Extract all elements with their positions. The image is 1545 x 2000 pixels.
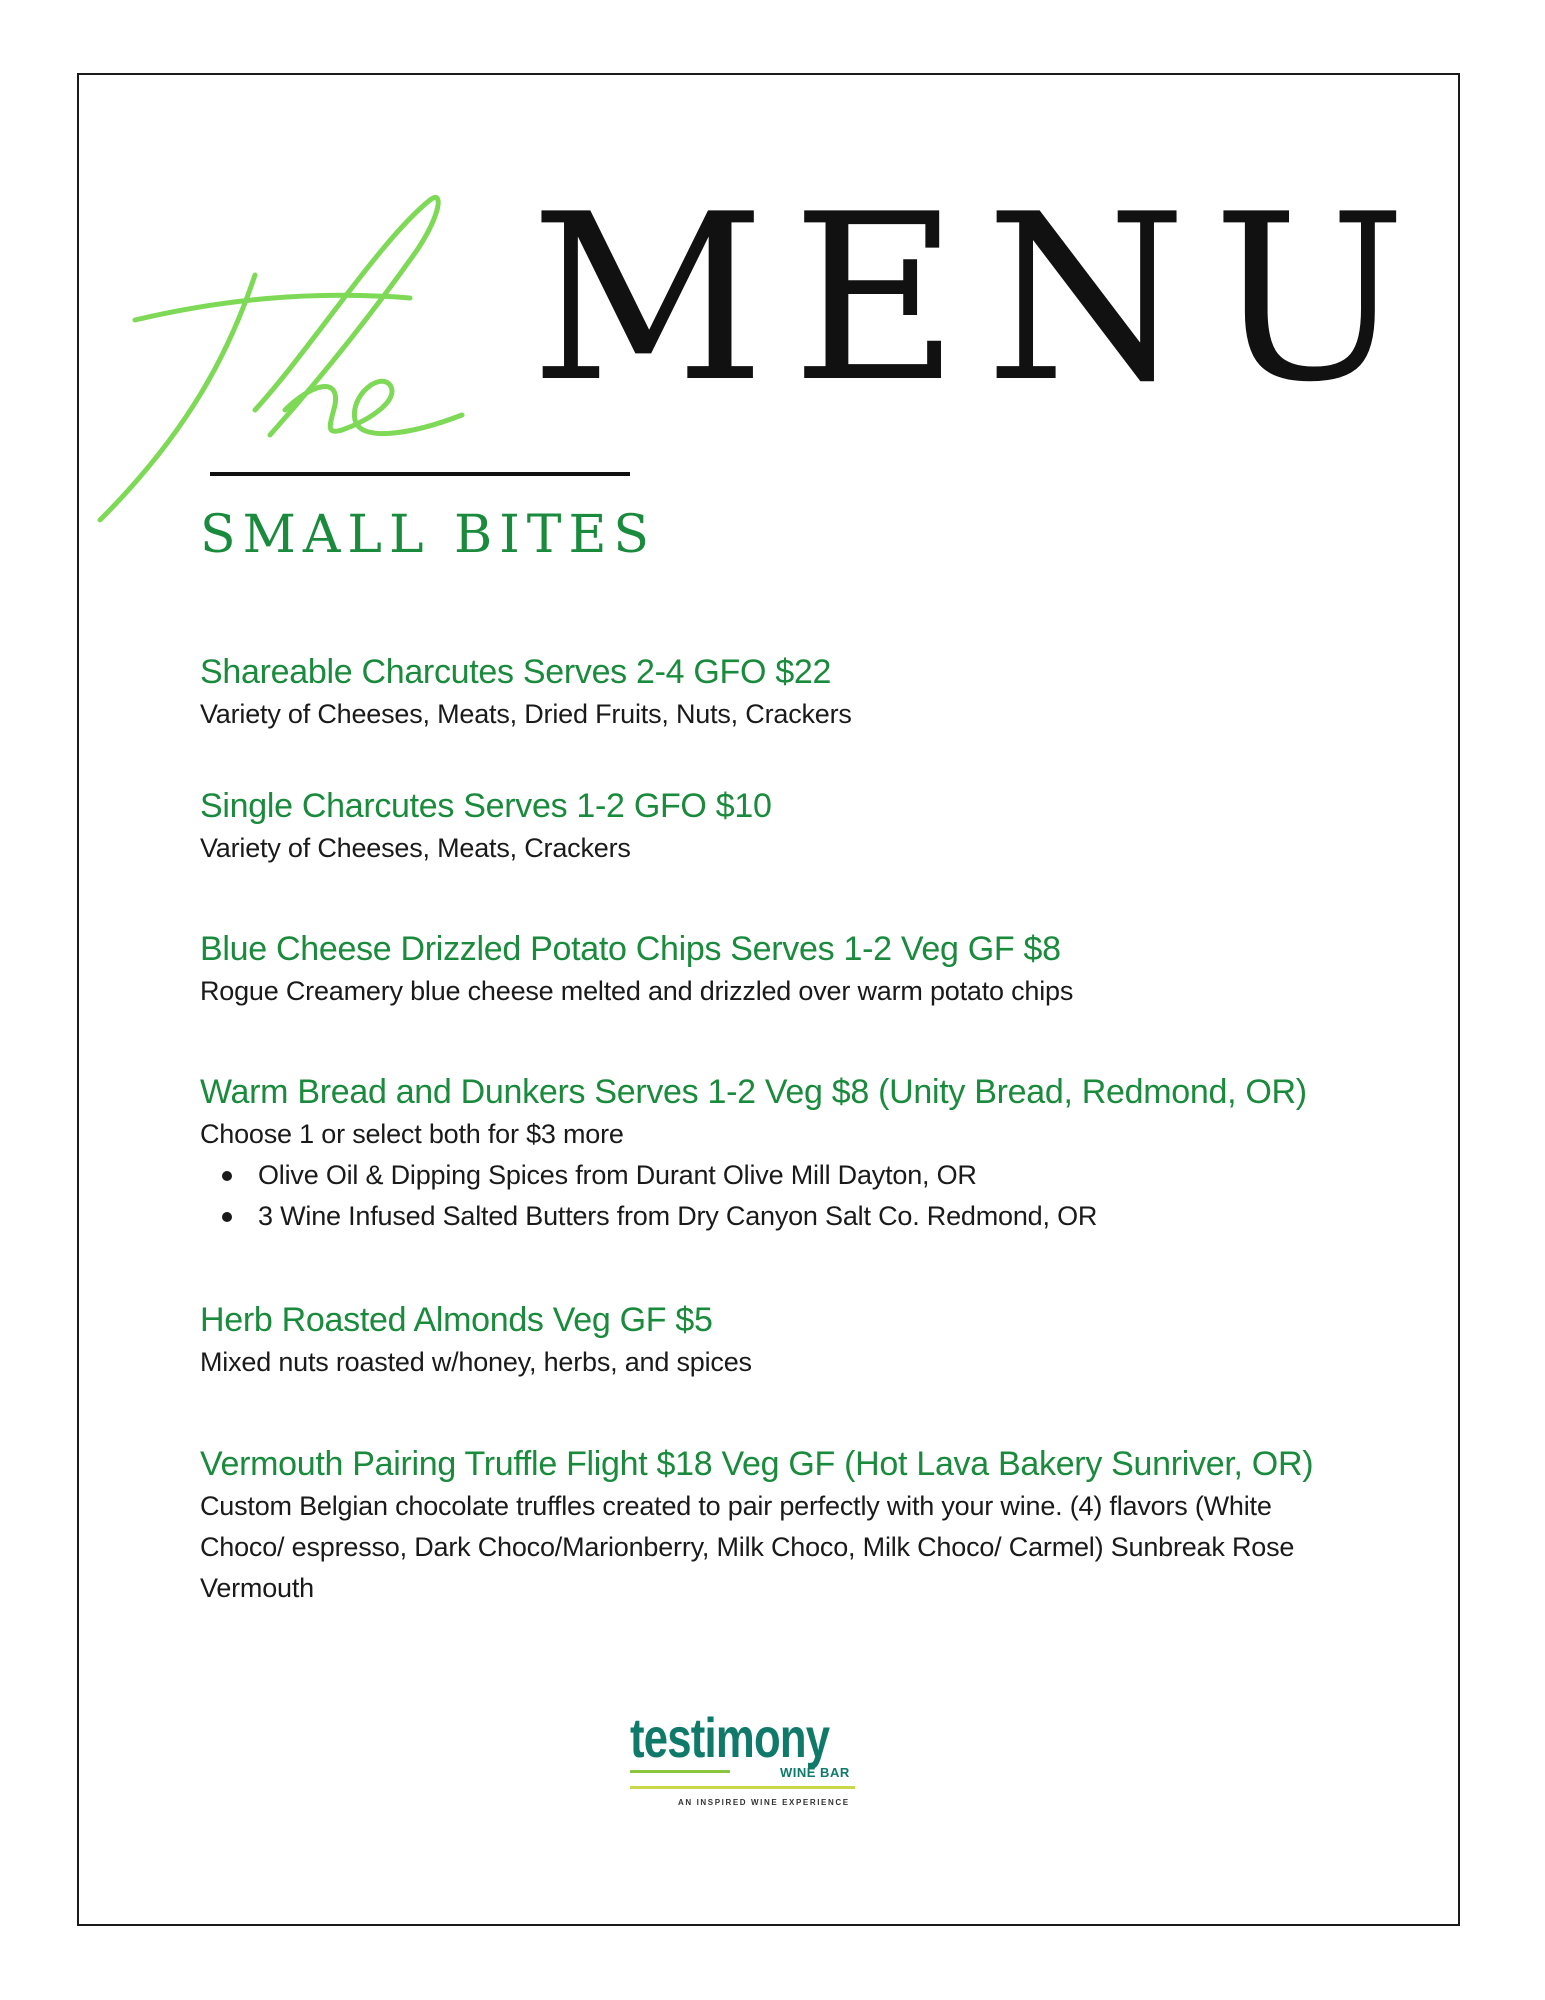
- menu-item-description: Mixed nuts roasted w/honey, herbs, and spices: [200, 1347, 752, 1377]
- menu-item: [200, 1442, 1400, 1609]
- logo-subtitle: WINE BAR: [780, 1765, 850, 1780]
- menu-item-description: Variety of Cheeses, Meats, Dried Fruits, Nuts, Crackers: [200, 699, 852, 729]
- menu-item: [200, 1298, 1400, 1383]
- title-divider: [210, 472, 630, 476]
- logo-wordmark: testimony: [630, 1706, 830, 1769]
- menu-item-title: Shareable Charcutes Serves 2-4 GFO $22: [200, 653, 832, 691]
- section-title: SMALL BITES: [200, 505, 657, 565]
- menu-item-description: Custom Belgian chocolate truffles created to pair perfectly with your wine. (4) flavors (White: [200, 1491, 1272, 1521]
- menu-item-description: Choose 1 or select both for $3 more: [200, 1119, 624, 1149]
- menu-item: [200, 1070, 1400, 1237]
- testimony-logo: [630, 1706, 870, 1820]
- bullet-icon: [222, 1171, 232, 1181]
- option-item: [200, 1155, 1400, 1196]
- logo-tagline: AN INSPIRED WINE EXPERIENCE: [678, 1798, 850, 1807]
- menu-item-title: Vermouth Pairing Truffle Flight $18 Veg GF (Hot Lava Bakery Sunriver, OR): [200, 1445, 1314, 1483]
- logo-divider: [630, 1770, 730, 1773]
- option-text: Olive Oil & Dipping Spices from Durant Olive Mill Dayton, OR: [258, 1160, 977, 1190]
- menu-item-description: Rogue Creamery blue cheese melted and drizzled over warm potato chips: [200, 976, 1074, 1006]
- menu-item-title: Blue Cheese Drizzled Potato Chips Serves 1-2 Veg GF $8: [200, 930, 1061, 968]
- bullet-icon: [222, 1212, 232, 1222]
- option-item: [200, 1196, 1400, 1237]
- menu-title: MENU: [530, 166, 1433, 433]
- menu-item: [200, 650, 1400, 735]
- the-script-wordmark: [80, 180, 500, 540]
- menu-item-description: Vermouth: [200, 1573, 314, 1603]
- menu-item-title: Herb Roasted Almonds Veg GF $5: [200, 1301, 713, 1339]
- menu-item-description: Variety of Cheeses, Meats, Crackers: [200, 833, 631, 863]
- menu-item-title: Single Charcutes Serves 1-2 GFO $10: [200, 787, 772, 825]
- option-list: [200, 1155, 1400, 1237]
- menu-item: [200, 927, 1400, 1012]
- logo-divider: [630, 1786, 855, 1789]
- menu-item: [200, 784, 1400, 869]
- menu-item-description: Choco/ espresso, Dark Choco/Marionberry, Milk Choco, Milk Choco/ Carmel) Sunbreak Rose: [200, 1532, 1295, 1562]
- menu-item-title: Warm Bread and Dunkers Serves 1-2 Veg $8 (Unity Bread, Redmond, OR): [200, 1073, 1307, 1111]
- option-text: 3 Wine Infused Salted Butters from Dry Canyon Salt Co. Redmond, OR: [258, 1201, 1098, 1231]
